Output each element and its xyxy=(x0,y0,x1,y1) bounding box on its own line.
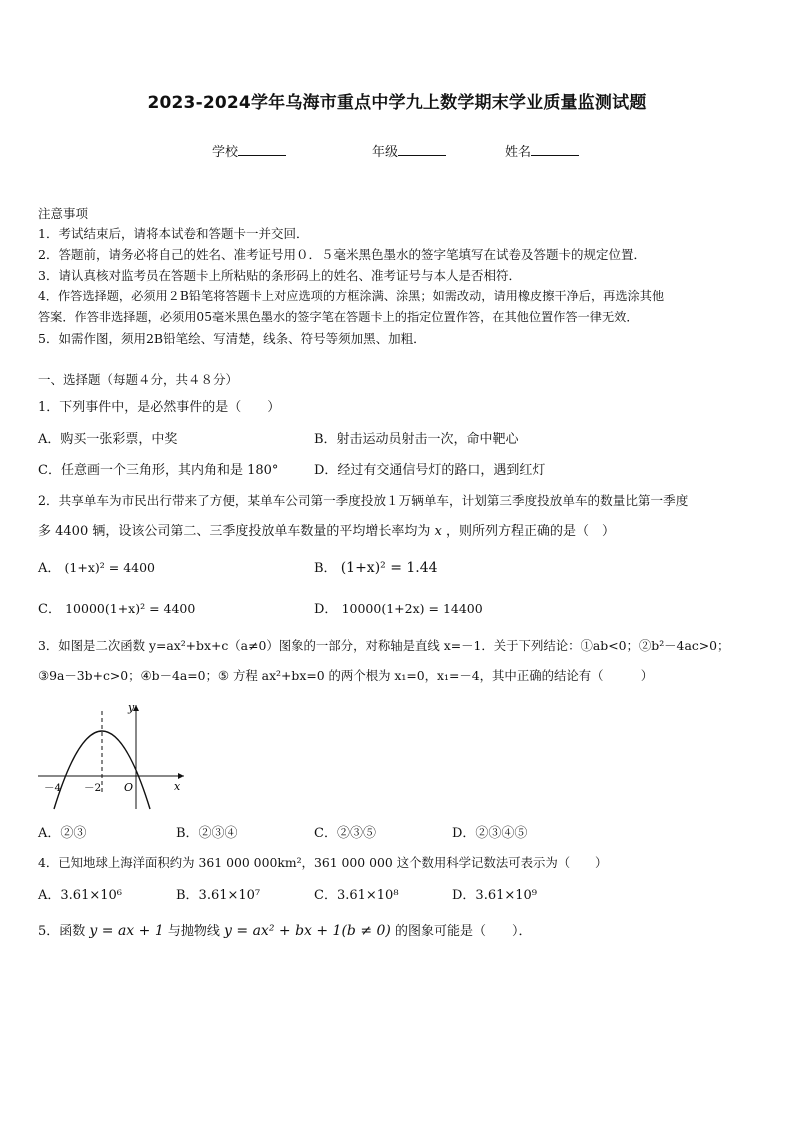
note-item: 5．如需作图，须用2B铅笔绘、写清楚，线条、符号等须加黑、加粗． xyxy=(38,331,426,346)
q2-b-expression: (1+x)² = 1.44 xyxy=(340,560,438,576)
q3-option-c: C．②③⑤ xyxy=(314,826,376,841)
q1-stem: 1．下列事件中，是必然事件的是（ ） xyxy=(38,400,281,415)
tick-label-neg2: －2 xyxy=(84,782,102,794)
q5-linear-function: y = ax + 1 xyxy=(89,923,164,939)
q2-d-label: D． xyxy=(314,602,338,617)
q2-line1: 2．共享单车为市民出行带来了方便，某单车公司第一季度投放１万辆单车，计划第三季度投放单车的数量比第一季度 xyxy=(38,493,689,508)
q2-line2-text: 多 4400 辆，设该公司第二、三季度投放单车数量的平均增长率均为 xyxy=(38,524,431,539)
q2-option-c xyxy=(38,598,195,617)
name-blank xyxy=(531,143,579,156)
tick-label-neg4: －4 xyxy=(44,782,62,794)
q3-line2: ③9a－3b+c>0；④b－4a=0；⑤ 方程 ax²+bx=0 的两个根为 x₁=0，x₁=－4，其中正确的结论有（ ） xyxy=(38,668,654,683)
q3-option-d: D．②③④⑤ xyxy=(452,826,528,841)
q4-option-c: C．3.61×10⁸ xyxy=(314,888,399,903)
section-heading: 一、选择题（每题４分，共４８分） xyxy=(38,372,239,387)
q2-b-label: B． xyxy=(314,561,337,576)
grade-label: 年级 xyxy=(372,145,399,160)
q4-option-d: D．3.61×10⁹ xyxy=(452,888,538,903)
note-item: 答案．作答非选择题，必须用05毫米黑色墨水的签字笔在答题卡上的指定位置作答，在其他位置作答一律无效． xyxy=(38,310,639,324)
origin-label: O xyxy=(124,781,134,794)
q2-c-expression: 10000(1+x)² = 4400 xyxy=(65,601,196,616)
q4-option-a: A．3.61×10⁶ xyxy=(38,888,122,903)
note-item: 1．考试结束后，请将本试卷和答题卡一并交回． xyxy=(38,226,309,241)
q3-option-a: A．②③ xyxy=(38,826,87,841)
x-axis-label: x xyxy=(174,780,181,793)
q5-parabola-function: y = ax² + bx + 1(b ≠ 0) xyxy=(224,923,391,939)
q2-line2 xyxy=(38,520,615,539)
q2-d-expression: 10000(1+2x) = 14400 xyxy=(341,601,483,616)
name-field xyxy=(505,141,579,160)
q3-line1: 3．如图是二次函数 y=ax²+bx+c（a≠0）图象的一部分，对称轴是直线 x=－1．关于下列结论：①ab<0；②b²－4ac>0； xyxy=(38,638,730,653)
q4-stem: 4．已知地球上海洋面积约为 361 000 000km²，361 000 000 这个数用科学记数法可表示为（ ） xyxy=(38,855,608,870)
school-blank xyxy=(238,143,286,156)
q2-option-b xyxy=(314,557,438,576)
q5-prefix: 5．函数 xyxy=(38,924,86,939)
q1-option-b: B．射击运动员射击一次，命中靶心 xyxy=(314,432,519,447)
q1-option-c: C．任意画一个三角形，其内角和是 180° xyxy=(38,463,279,478)
q5-suffix: 的图象可能是（ ）． xyxy=(395,924,532,939)
q2-line2-tail: ，则所列方程正确的是（ ） xyxy=(445,524,615,539)
school-field xyxy=(212,141,286,160)
page-title: 2023-2024学年乌海市重点中学九上数学期末学业质量监测试题 xyxy=(147,93,647,113)
q2-variable: x xyxy=(434,524,442,539)
note-item: 2．答题前，请务必将自己的姓名、准考证号用０．５毫米黑色墨水的签字笔填写在试卷及答题卡的规定位置． xyxy=(38,247,646,262)
q4-option-b: B．3.61×10⁷ xyxy=(176,888,261,903)
parabola-graph xyxy=(34,697,194,815)
q3-option-b: B．②③④ xyxy=(176,826,238,841)
q5-stem xyxy=(38,920,532,939)
q2-option-d xyxy=(314,598,483,617)
q2-c-label: C． xyxy=(38,602,61,617)
name-label: 姓名 xyxy=(505,145,532,160)
grade-field xyxy=(372,141,446,160)
notes-heading: 注意事项 xyxy=(38,206,89,221)
school-label: 学校 xyxy=(212,145,239,160)
note-item: 3．请认真核对监考员在答题卡上所粘贴的条形码上的姓名、准考证号与本人是否相符． xyxy=(38,268,521,283)
q1-option-a: A．购买一张彩票，中奖 xyxy=(38,432,178,447)
q2-a-expression: (1+x)² = 4400 xyxy=(64,560,156,575)
y-axis-label: y xyxy=(128,701,135,714)
grade-blank xyxy=(398,143,446,156)
q5-middle: 与抛物线 xyxy=(167,924,220,939)
q1-option-d: D．经过有交通信号灯的路口，遇到红灯 xyxy=(314,463,546,478)
q2-option-a xyxy=(38,557,155,576)
note-item: 4．作答选择题，必须用２B铅笔将答题卡上对应选项的方框涂满、涂黑；如需改动，请用橡皮擦干净后，再选涂其他 xyxy=(38,289,665,303)
q2-a-label: A． xyxy=(38,561,61,576)
